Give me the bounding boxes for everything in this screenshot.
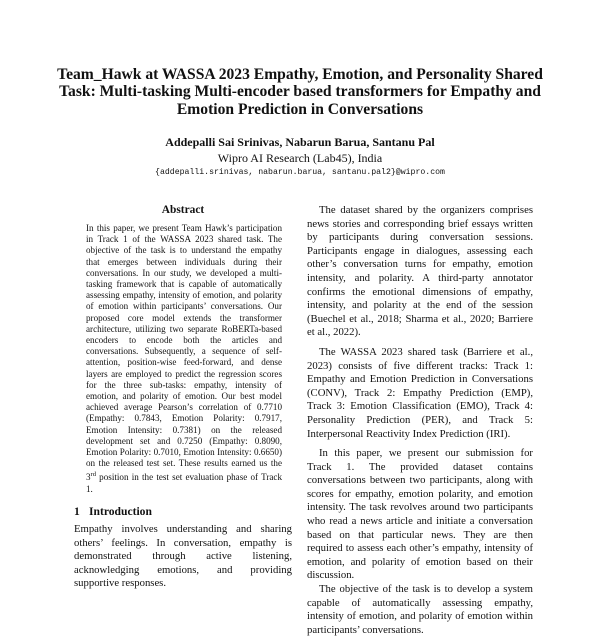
section-heading-introduction [74, 505, 292, 519]
body-paragraph: The objective of the task is to develop a system capable of automatically assessing empathy, intensity of emotion, and polarity of emotion within participants’ conversations. [307, 583, 533, 636]
affiliation: Wipro AI Research (Lab45), India [217, 151, 383, 165]
paper-title: Team_Hawk at WASSA 2023 Empathy, Emotion, and Personality Shared Task: Multi-tasking Multi-encoder based transformers for Empathy and Emotion Prediction in Conversations [57, 66, 543, 118]
introduction-paragraph: Empathy involves understanding and sharing others’ feelings. In conversation, empathy is demonstrated through active listening, acknowledging emotions, and providing supportive responses. [74, 522, 292, 590]
ordinal-suffix: rd [90, 471, 96, 479]
body-paragraph: The WASSA 2023 shared task (Barriere et al., 2023) consists of five different tracks: Track 1: Empathy and Emotion Prediction in Conversations (CONV), Track 2: Empathy Prediction (EMP), Track 3: Emotion Classification (EMO), Track 4: Personality Prediction (PER), and Track 5: Interpersonal Reactivity Index Prediction (IRI). [307, 345, 533, 440]
abstract-text: In this paper, we present Team Hawk’s participation in Track 1 of the WASSA 2023 shared task. The objective of the task is to understand the empathy that emerges between individuals during their conversations. In our study, we developed a multi-tasking framework that is capable of automatically assessing empathy, intensity of emotion, and polarity of emotion within participants’ conversations. Our proposed core model extends the transformer architecture, utilizing two separate RoBERTa-based encoders to encode both the articles and conversations. Subsequently, a sequence of self-attention, position-wise feed-forward, and dense layers are employed to predict the regression scores for the three sub-tasks: empathy, intensity of emotion, and polarity of emotion. Our best model achieved average Pearson’s correlation of 0.7710 (Empathy: 0.7843, Emotion Polarity: 0.7917, Emotion Intensity: 0.7381) on the released development set and 0.7250 (Empathy: 0.8090, Emotion Polarity: 0.7010, Emotion Intensity: 0.6650) on the released test set. These results earned us the 3rd position in the test set evaluation phase of Track 1. [86, 223, 282, 494]
body-paragraph: The dataset shared by the organizers comprises news stories and corresponding brief essays written by participants during conversation sessions. Participants engage in dialogues, assessing each other’s conversation turns for empathy, emotion intensity, and polarity. A third-party annotator confirms the emotional dimensions of empathy, intensity, and polarity at the end of the session (Buechel et al., 2018; Sharma et al., 2020; Barriere et al., 2022). [307, 204, 533, 339]
author-emails: {addepalli.srinivas, nabarun.barua, santanu.pal2}@wipro.com [155, 168, 445, 177]
body-paragraph: In this paper, we present our submission for Track 1. The provided dataset contains conversations between two participants, along with scores for empathy, emotion polarity, and emotion intensity. The task revolves around two participants who read a news article and initiate a conversation based on that particular news. They are then required to assess each other’s empathy, intensity of emotion, and polarity of emotion based on their discussion. [307, 447, 533, 582]
left-column [74, 203, 292, 590]
introduction-body-clip [74, 522, 292, 590]
section-title: Introduction [89, 504, 152, 518]
last-paragraph-clip [307, 583, 533, 638]
author-list: Addepalli Sai Srinivas, Nabarun Barua, Santanu Pal [165, 135, 435, 149]
abstract-heading: Abstract [161, 204, 205, 216]
section-number: 1 [74, 504, 80, 518]
right-column [307, 204, 533, 638]
